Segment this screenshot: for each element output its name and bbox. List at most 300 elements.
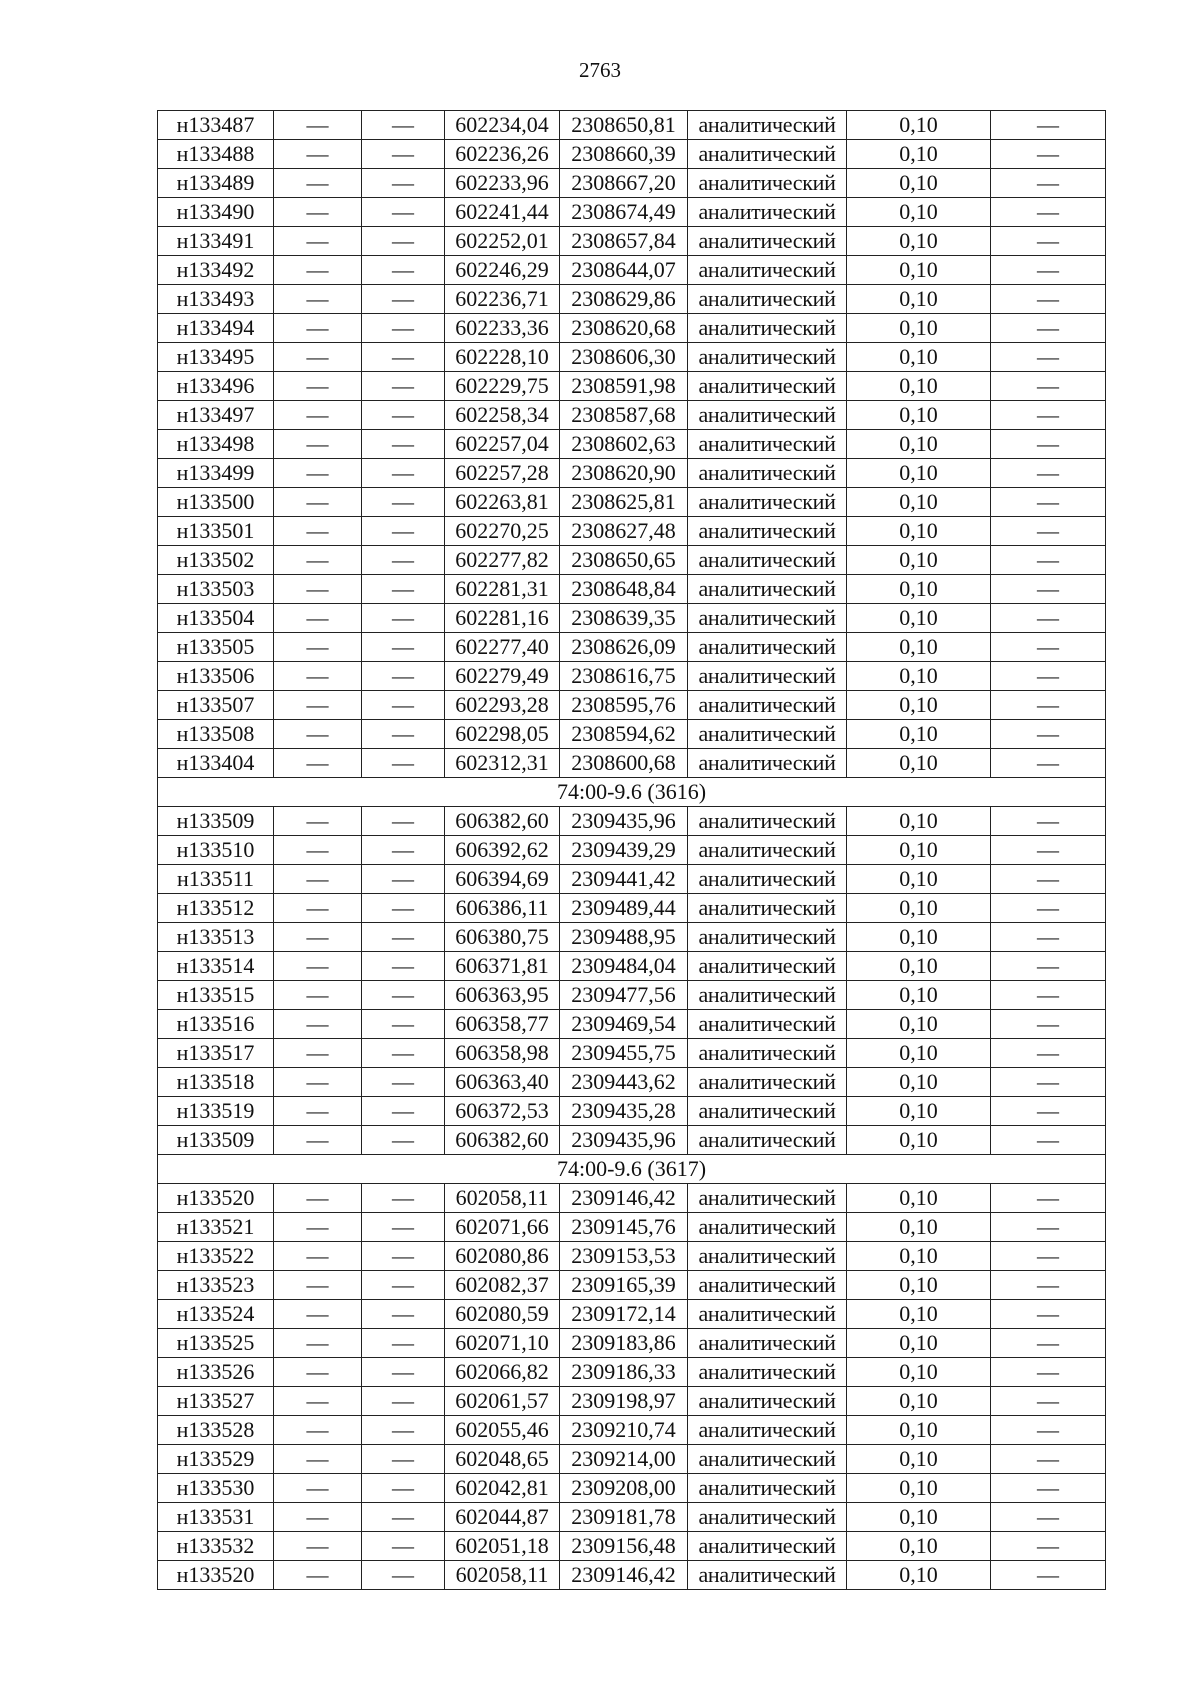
accuracy-cell: 0,10 xyxy=(847,1213,991,1242)
table-row xyxy=(158,1126,1106,1155)
dash-cell-a: — xyxy=(274,546,362,575)
note-cell: — xyxy=(991,1358,1106,1387)
note-cell: — xyxy=(991,1329,1106,1358)
dash-cell-a: — xyxy=(274,430,362,459)
dash-cell-a: — xyxy=(274,1503,362,1532)
dash-cell-b: — xyxy=(362,517,445,546)
point-cell: н133526 xyxy=(158,1358,274,1387)
x-coordinate-cell: 602058,11 xyxy=(445,1184,560,1213)
note-cell: — xyxy=(991,604,1106,633)
note-cell: — xyxy=(991,488,1106,517)
method-cell: аналитический xyxy=(688,343,847,372)
dash-cell-a: — xyxy=(274,227,362,256)
table-row xyxy=(158,981,1106,1010)
dash-cell-b: — xyxy=(362,285,445,314)
accuracy-cell: 0,10 xyxy=(847,575,991,604)
y-coordinate-cell: 2308657,84 xyxy=(560,227,688,256)
y-coordinate-cell: 2309441,42 xyxy=(560,865,688,894)
section-heading-row xyxy=(158,778,1106,807)
table-row xyxy=(158,836,1106,865)
note-cell: — xyxy=(991,923,1106,952)
accuracy-cell: 0,10 xyxy=(847,1242,991,1271)
dash-cell-b: — xyxy=(362,1126,445,1155)
x-coordinate-cell: 602048,65 xyxy=(445,1445,560,1474)
dash-cell-b: — xyxy=(362,575,445,604)
note-cell: — xyxy=(991,807,1106,836)
method-cell: аналитический xyxy=(688,256,847,285)
note-cell: — xyxy=(991,575,1106,604)
y-coordinate-cell: 2309210,74 xyxy=(560,1416,688,1445)
y-coordinate-cell: 2309186,33 xyxy=(560,1358,688,1387)
note-cell: — xyxy=(991,662,1106,691)
method-cell: аналитический xyxy=(688,372,847,401)
point-cell: н133508 xyxy=(158,720,274,749)
note-cell: — xyxy=(991,1474,1106,1503)
point-cell: н133528 xyxy=(158,1416,274,1445)
y-coordinate-cell: 2308620,68 xyxy=(560,314,688,343)
method-cell: аналитический xyxy=(688,140,847,169)
dash-cell-b: — xyxy=(362,1532,445,1561)
method-cell: аналитический xyxy=(688,1329,847,1358)
dash-cell-a: — xyxy=(274,1445,362,1474)
y-coordinate-cell: 2308629,86 xyxy=(560,285,688,314)
accuracy-cell: 0,10 xyxy=(847,517,991,546)
accuracy-cell: 0,10 xyxy=(847,1126,991,1155)
accuracy-cell: 0,10 xyxy=(847,401,991,430)
note-cell: — xyxy=(991,1039,1106,1068)
dash-cell-b: — xyxy=(362,488,445,517)
x-coordinate-cell: 602277,40 xyxy=(445,633,560,662)
method-cell: аналитический xyxy=(688,1474,847,1503)
note-cell: — xyxy=(991,1416,1106,1445)
dash-cell-b: — xyxy=(362,1039,445,1068)
method-cell: аналитический xyxy=(688,1358,847,1387)
point-cell: н133527 xyxy=(158,1387,274,1416)
accuracy-cell: 0,10 xyxy=(847,633,991,662)
table-row xyxy=(158,256,1106,285)
note-cell: — xyxy=(991,749,1106,778)
note-cell: — xyxy=(991,691,1106,720)
x-coordinate-cell: 606372,53 xyxy=(445,1097,560,1126)
note-cell: — xyxy=(991,894,1106,923)
dash-cell-b: — xyxy=(362,1416,445,1445)
accuracy-cell: 0,10 xyxy=(847,1387,991,1416)
table-row xyxy=(158,372,1106,401)
y-coordinate-cell: 2308650,81 xyxy=(560,111,688,140)
dash-cell-a: — xyxy=(274,1242,362,1271)
accuracy-cell: 0,10 xyxy=(847,285,991,314)
accuracy-cell: 0,10 xyxy=(847,981,991,1010)
method-cell: аналитический xyxy=(688,1010,847,1039)
note-cell: — xyxy=(991,372,1106,401)
x-coordinate-cell: 602071,10 xyxy=(445,1329,560,1358)
y-coordinate-cell: 2309455,75 xyxy=(560,1039,688,1068)
x-coordinate-cell: 606363,95 xyxy=(445,981,560,1010)
method-cell: аналитический xyxy=(688,923,847,952)
point-cell: н133513 xyxy=(158,923,274,952)
method-cell: аналитический xyxy=(688,604,847,633)
dash-cell-b: — xyxy=(362,546,445,575)
table-row xyxy=(158,227,1106,256)
dash-cell-b: — xyxy=(362,459,445,488)
method-cell: аналитический xyxy=(688,314,847,343)
accuracy-cell: 0,10 xyxy=(847,256,991,285)
accuracy-cell: 0,10 xyxy=(847,720,991,749)
point-cell: н133404 xyxy=(158,749,274,778)
accuracy-cell: 0,10 xyxy=(847,111,991,140)
table-row xyxy=(158,865,1106,894)
method-cell: аналитический xyxy=(688,691,847,720)
point-cell: н133506 xyxy=(158,662,274,691)
dash-cell-a: — xyxy=(274,1126,362,1155)
y-coordinate-cell: 2309153,53 xyxy=(560,1242,688,1271)
note-cell: — xyxy=(991,1503,1106,1532)
x-coordinate-cell: 602228,10 xyxy=(445,343,560,372)
dash-cell-b: — xyxy=(362,1387,445,1416)
dash-cell-b: — xyxy=(362,720,445,749)
method-cell: аналитический xyxy=(688,111,847,140)
dash-cell-a: — xyxy=(274,1300,362,1329)
point-cell: н133521 xyxy=(158,1213,274,1242)
note-cell: — xyxy=(991,1387,1106,1416)
dash-cell-a: — xyxy=(274,1561,362,1590)
x-coordinate-cell: 606386,11 xyxy=(445,894,560,923)
x-coordinate-cell: 602281,31 xyxy=(445,575,560,604)
y-coordinate-cell: 2308644,07 xyxy=(560,256,688,285)
y-coordinate-cell: 2309156,48 xyxy=(560,1532,688,1561)
x-coordinate-cell: 602051,18 xyxy=(445,1532,560,1561)
point-cell: н133500 xyxy=(158,488,274,517)
point-cell: н133507 xyxy=(158,691,274,720)
point-cell: н133522 xyxy=(158,1242,274,1271)
accuracy-cell: 0,10 xyxy=(847,430,991,459)
accuracy-cell: 0,10 xyxy=(847,691,991,720)
x-coordinate-cell: 606358,77 xyxy=(445,1010,560,1039)
note-cell: — xyxy=(991,546,1106,575)
note-cell: — xyxy=(991,459,1106,488)
dash-cell-b: — xyxy=(362,749,445,778)
dash-cell-b: — xyxy=(362,1242,445,1271)
method-cell: аналитический xyxy=(688,749,847,778)
y-coordinate-cell: 2309443,62 xyxy=(560,1068,688,1097)
note-cell: — xyxy=(991,981,1106,1010)
y-coordinate-cell: 2309477,56 xyxy=(560,981,688,1010)
dash-cell-a: — xyxy=(274,1532,362,1561)
note-cell: — xyxy=(991,430,1106,459)
dash-cell-b: — xyxy=(362,1329,445,1358)
note-cell: — xyxy=(991,256,1106,285)
point-cell: н133517 xyxy=(158,1039,274,1068)
dash-cell-b: — xyxy=(362,604,445,633)
dash-cell-b: — xyxy=(362,1184,445,1213)
dash-cell-b: — xyxy=(362,923,445,952)
method-cell: аналитический xyxy=(688,1126,847,1155)
accuracy-cell: 0,10 xyxy=(847,604,991,633)
method-cell: аналитический xyxy=(688,517,847,546)
note-cell: — xyxy=(991,952,1106,981)
note-cell: — xyxy=(991,1184,1106,1213)
accuracy-cell: 0,10 xyxy=(847,1010,991,1039)
method-cell: аналитический xyxy=(688,1068,847,1097)
point-cell: н133520 xyxy=(158,1184,274,1213)
table-row xyxy=(158,343,1106,372)
dash-cell-a: — xyxy=(274,285,362,314)
method-cell: аналитический xyxy=(688,227,847,256)
dash-cell-b: — xyxy=(362,1097,445,1126)
accuracy-cell: 0,10 xyxy=(847,923,991,952)
table-row xyxy=(158,111,1106,140)
point-cell: н133490 xyxy=(158,198,274,227)
method-cell: аналитический xyxy=(688,1213,847,1242)
point-cell: н133509 xyxy=(158,1126,274,1155)
note-cell: — xyxy=(991,1010,1106,1039)
x-coordinate-cell: 602234,04 xyxy=(445,111,560,140)
dash-cell-b: — xyxy=(362,633,445,662)
table-row xyxy=(158,1097,1106,1126)
y-coordinate-cell: 2309489,44 xyxy=(560,894,688,923)
x-coordinate-cell: 602241,44 xyxy=(445,198,560,227)
x-coordinate-cell: 602044,87 xyxy=(445,1503,560,1532)
coordinates-table xyxy=(157,110,1106,1590)
dash-cell-a: — xyxy=(274,662,362,691)
note-cell: — xyxy=(991,140,1106,169)
table-row xyxy=(158,517,1106,546)
y-coordinate-cell: 2308616,75 xyxy=(560,662,688,691)
x-coordinate-cell: 606382,60 xyxy=(445,807,560,836)
x-coordinate-cell: 602312,31 xyxy=(445,749,560,778)
table-row xyxy=(158,1039,1106,1068)
dash-cell-b: — xyxy=(362,1300,445,1329)
table-row xyxy=(158,1416,1106,1445)
point-cell: н133497 xyxy=(158,401,274,430)
dash-cell-a: — xyxy=(274,807,362,836)
x-coordinate-cell: 606363,40 xyxy=(445,1068,560,1097)
note-cell: — xyxy=(991,285,1106,314)
x-coordinate-cell: 602236,71 xyxy=(445,285,560,314)
x-coordinate-cell: 602082,37 xyxy=(445,1271,560,1300)
dash-cell-b: — xyxy=(362,952,445,981)
y-coordinate-cell: 2308648,84 xyxy=(560,575,688,604)
dash-cell-b: — xyxy=(362,1445,445,1474)
method-cell: аналитический xyxy=(688,894,847,923)
dash-cell-b: — xyxy=(362,198,445,227)
dash-cell-b: — xyxy=(362,1271,445,1300)
dash-cell-b: — xyxy=(362,256,445,285)
y-coordinate-cell: 2308606,30 xyxy=(560,343,688,372)
y-coordinate-cell: 2308587,68 xyxy=(560,401,688,430)
method-cell: аналитический xyxy=(688,1503,847,1532)
note-cell: — xyxy=(991,1532,1106,1561)
method-cell: аналитический xyxy=(688,1387,847,1416)
method-cell: аналитический xyxy=(688,488,847,517)
section-heading: 74:00-9.6 (3617) xyxy=(158,1155,1106,1184)
method-cell: аналитический xyxy=(688,1532,847,1561)
dash-cell-b: — xyxy=(362,836,445,865)
y-coordinate-cell: 2308650,65 xyxy=(560,546,688,575)
method-cell: аналитический xyxy=(688,836,847,865)
accuracy-cell: 0,10 xyxy=(847,865,991,894)
method-cell: аналитический xyxy=(688,169,847,198)
note-cell: — xyxy=(991,1300,1106,1329)
table-row xyxy=(158,662,1106,691)
accuracy-cell: 0,10 xyxy=(847,1445,991,1474)
method-cell: аналитический xyxy=(688,1242,847,1271)
point-cell: н133520 xyxy=(158,1561,274,1590)
table-row xyxy=(158,691,1106,720)
y-coordinate-cell: 2309439,29 xyxy=(560,836,688,865)
table-row xyxy=(158,923,1106,952)
table-row xyxy=(158,198,1106,227)
dash-cell-a: — xyxy=(274,981,362,1010)
dash-cell-b: — xyxy=(362,981,445,1010)
table-row xyxy=(158,1300,1106,1329)
x-coordinate-cell: 606380,75 xyxy=(445,923,560,952)
x-coordinate-cell: 606371,81 xyxy=(445,952,560,981)
x-coordinate-cell: 602277,82 xyxy=(445,546,560,575)
dash-cell-a: — xyxy=(274,575,362,604)
accuracy-cell: 0,10 xyxy=(847,1068,991,1097)
note-cell: — xyxy=(991,111,1106,140)
dash-cell-a: — xyxy=(274,604,362,633)
point-cell: н133492 xyxy=(158,256,274,285)
point-cell: н133532 xyxy=(158,1532,274,1561)
x-coordinate-cell: 602055,46 xyxy=(445,1416,560,1445)
y-coordinate-cell: 2309469,54 xyxy=(560,1010,688,1039)
dash-cell-a: — xyxy=(274,691,362,720)
point-cell: н133505 xyxy=(158,633,274,662)
accuracy-cell: 0,10 xyxy=(847,1416,991,1445)
note-cell: — xyxy=(991,169,1106,198)
x-coordinate-cell: 602298,05 xyxy=(445,720,560,749)
point-cell: н133511 xyxy=(158,865,274,894)
y-coordinate-cell: 2308667,20 xyxy=(560,169,688,198)
dash-cell-b: — xyxy=(362,1503,445,1532)
accuracy-cell: 0,10 xyxy=(847,662,991,691)
table-row xyxy=(158,1503,1106,1532)
table-row xyxy=(158,140,1106,169)
x-coordinate-cell: 602293,28 xyxy=(445,691,560,720)
y-coordinate-cell: 2309183,86 xyxy=(560,1329,688,1358)
table-row xyxy=(158,749,1106,778)
dash-cell-b: — xyxy=(362,691,445,720)
accuracy-cell: 0,10 xyxy=(847,1271,991,1300)
dash-cell-a: — xyxy=(274,1271,362,1300)
point-cell: н133512 xyxy=(158,894,274,923)
point-cell: н133503 xyxy=(158,575,274,604)
y-coordinate-cell: 2308600,68 xyxy=(560,749,688,778)
dash-cell-b: — xyxy=(362,865,445,894)
table-row xyxy=(158,1213,1106,1242)
x-coordinate-cell: 602229,75 xyxy=(445,372,560,401)
dash-cell-b: — xyxy=(362,807,445,836)
accuracy-cell: 0,10 xyxy=(847,459,991,488)
table-row xyxy=(158,430,1106,459)
dash-cell-a: — xyxy=(274,633,362,662)
note-cell: — xyxy=(991,314,1106,343)
dash-cell-b: — xyxy=(362,894,445,923)
point-cell: н133495 xyxy=(158,343,274,372)
dash-cell-a: — xyxy=(274,517,362,546)
point-cell: н133531 xyxy=(158,1503,274,1532)
dash-cell-b: — xyxy=(362,1068,445,1097)
y-coordinate-cell: 2309484,04 xyxy=(560,952,688,981)
dash-cell-a: — xyxy=(274,169,362,198)
method-cell: аналитический xyxy=(688,1184,847,1213)
x-coordinate-cell: 606394,69 xyxy=(445,865,560,894)
table-row xyxy=(158,1271,1106,1300)
y-coordinate-cell: 2309198,97 xyxy=(560,1387,688,1416)
x-coordinate-cell: 602252,01 xyxy=(445,227,560,256)
y-coordinate-cell: 2309146,42 xyxy=(560,1184,688,1213)
method-cell: аналитический xyxy=(688,1271,847,1300)
y-coordinate-cell: 2308674,49 xyxy=(560,198,688,227)
x-coordinate-cell: 606358,98 xyxy=(445,1039,560,1068)
dash-cell-a: — xyxy=(274,1213,362,1242)
dash-cell-a: — xyxy=(274,923,362,952)
table-row xyxy=(158,633,1106,662)
section-heading: 74:00-9.6 (3616) xyxy=(158,778,1106,807)
x-coordinate-cell: 602263,81 xyxy=(445,488,560,517)
y-coordinate-cell: 2308626,09 xyxy=(560,633,688,662)
point-cell: н133504 xyxy=(158,604,274,633)
point-cell: н133518 xyxy=(158,1068,274,1097)
table-row xyxy=(158,314,1106,343)
dash-cell-a: — xyxy=(274,1474,362,1503)
note-cell: — xyxy=(991,401,1106,430)
x-coordinate-cell: 606392,62 xyxy=(445,836,560,865)
y-coordinate-cell: 2308591,98 xyxy=(560,372,688,401)
note-cell: — xyxy=(991,227,1106,256)
dash-cell-a: — xyxy=(274,1358,362,1387)
accuracy-cell: 0,10 xyxy=(847,1039,991,1068)
dash-cell-b: — xyxy=(362,314,445,343)
table-row xyxy=(158,1329,1106,1358)
accuracy-cell: 0,10 xyxy=(847,836,991,865)
dash-cell-a: — xyxy=(274,459,362,488)
y-coordinate-cell: 2308594,62 xyxy=(560,720,688,749)
accuracy-cell: 0,10 xyxy=(847,227,991,256)
dash-cell-b: — xyxy=(362,372,445,401)
note-cell: — xyxy=(991,517,1106,546)
dash-cell-a: — xyxy=(274,1010,362,1039)
method-cell: аналитический xyxy=(688,807,847,836)
note-cell: — xyxy=(991,1213,1106,1242)
y-coordinate-cell: 2308660,39 xyxy=(560,140,688,169)
accuracy-cell: 0,10 xyxy=(847,952,991,981)
dash-cell-a: — xyxy=(274,1097,362,1126)
method-cell: аналитический xyxy=(688,198,847,227)
accuracy-cell: 0,10 xyxy=(847,546,991,575)
dash-cell-b: — xyxy=(362,1010,445,1039)
table-row xyxy=(158,1445,1106,1474)
table-row xyxy=(158,952,1106,981)
dash-cell-a: — xyxy=(274,314,362,343)
point-cell: н133514 xyxy=(158,952,274,981)
point-cell: н133529 xyxy=(158,1445,274,1474)
y-coordinate-cell: 2309208,00 xyxy=(560,1474,688,1503)
dash-cell-b: — xyxy=(362,169,445,198)
dash-cell-a: — xyxy=(274,1329,362,1358)
note-cell: — xyxy=(991,1242,1106,1271)
note-cell: — xyxy=(991,1097,1106,1126)
dash-cell-b: — xyxy=(362,140,445,169)
dash-cell-a: — xyxy=(274,865,362,894)
x-coordinate-cell: 602058,11 xyxy=(445,1561,560,1590)
method-cell: аналитический xyxy=(688,1561,847,1590)
note-cell: — xyxy=(991,836,1106,865)
x-coordinate-cell: 602080,86 xyxy=(445,1242,560,1271)
note-cell: — xyxy=(991,1126,1106,1155)
